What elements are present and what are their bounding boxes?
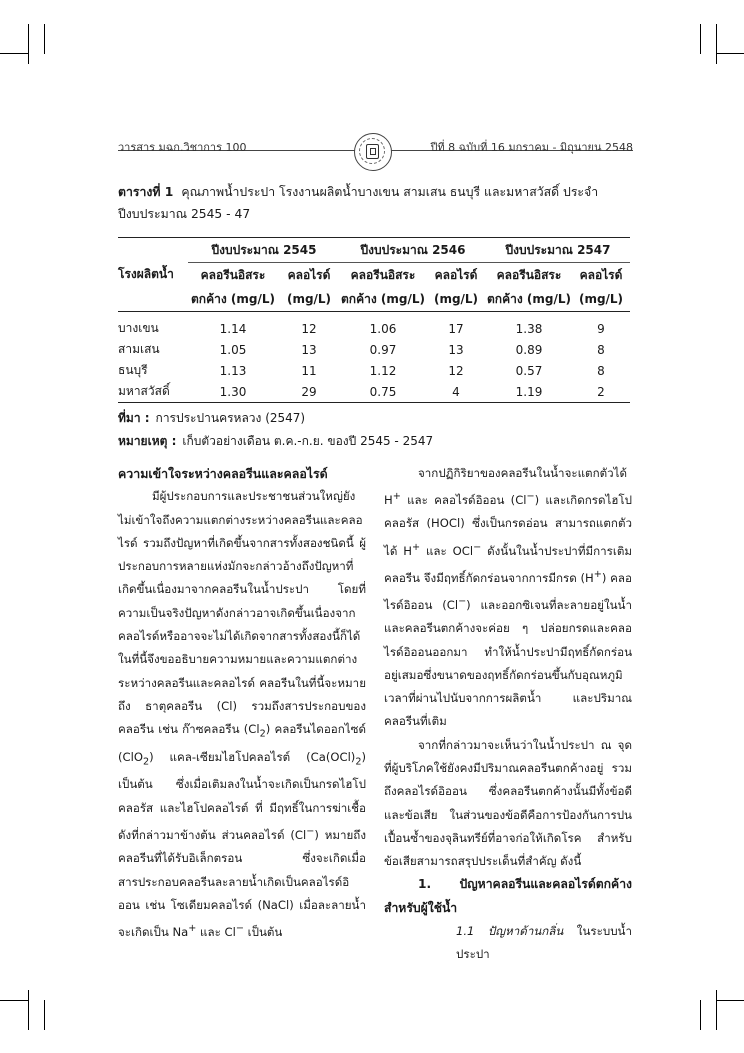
crop-mark [716,990,717,1030]
crop-mark [0,53,28,54]
table-cell: 0.57 [515,363,543,378]
table-cell: 1.06 [369,321,397,336]
subheader-chloride: คลอไรด์ [579,267,623,282]
table-cell: 0.89 [515,342,543,357]
subheader-chlorine: คลอรีนอิสระ [496,267,562,282]
source-text: การประปานครหลวง (2547) [155,411,306,425]
subheader-chlorine: คลอรีนอิสระ [350,267,416,282]
table-cell: 8 [597,363,605,378]
table-note [118,432,433,451]
table-row-header: โรงผลิตน้ำ [118,238,188,312]
subheader-unit: ตกค้าง (mg/L) [191,291,275,306]
table-row [118,360,630,381]
header-issue-info: ปีที่ 8 ฉบับที่ 16 มกราคม - มิถุนายน 2548 [430,141,633,154]
subheader-chloride: คลอไรด์ [287,267,331,282]
subsubsection-title: 1.1 ปัญหาด้านกลิ่น [456,924,564,939]
table-cell: 11 [301,363,317,378]
year-header-2547: ปีงบประมาณ 2547 [486,238,630,263]
crop-mark [28,24,29,64]
plant-name: บางเขน [118,321,159,335]
subsubsection-line: 1.1 ปัญหาด้านกลิ่น ในระบบน้ำประปา [456,924,632,962]
table-cell: 1.05 [219,342,247,357]
source-label: ที่มา : [118,411,150,425]
table-cell: 1.19 [515,384,543,399]
body-paragraph: จากที่กล่าวมาจะเห็นว่าในน้ำประปา ณ จุดที่ผู้บริโภคใช้ยังคงมีปริมาณคลอรีนตกค้างอยู่ รวมถึงคลอไรด์อิออน ซึ่งคลอรีนตกค้างนั้นมีทั้งข้อดีและข้อเสีย ในส่วนของข้อดีคือการป้องกันการปนเปื้อนซ้ำของจุลินทรีย์ที่อาจก่อให้เกิดโรค สำหรับข้อเสียสามารถสรุปประเด็นที่สำคัญ ดังนี้ [384,737,632,869]
subheader-chloride: คลอไรด์ [434,267,478,282]
body-paragraph: จากปฏิกิริยาของคลอรีนในน้ำจะแตกตัวได้ H+ และ คลอไรด์อิออน (Cl−) และเกิดกรดไฮโปคลอรัส (HOCl) ซึ่งเป็นกรดอ่อน สามารถแตกตัวได้ H+ และ OCl− ดังนั้นในน้ำประปาที่มีการเติมคลอรีน จึงมีฤทธิ์กัดกร่อนจากการมีกรด (H+) คลอไรด์อิออน (Cl−) และออกซิเจนที่ละลายอยู่ในน้ำ และคลอรีนตกค้างจะค่อย ๆ ปล่อยกรดและคลอไรด์อิออนออกมา ทำให้น้ำประปามีฤทธิ์กัดกร่อนอยู่เสมอซึ่งขนาดของฤทธิ์กัดกร่อนขึ้นกับอุณหภูมิ เวลาที่ผ่านไปนับจากการผลิตน้ำ และปริมาณคลอรีนที่เติม [384,466,632,729]
subheader-unit: ตกค้าง (mg/L) [487,291,571,306]
table-cell: 12 [448,363,464,378]
table-cell: 13 [301,342,317,357]
left-column [118,462,366,944]
crop-mark [700,24,701,54]
crop-mark [716,53,744,54]
table-cell: 9 [597,321,605,336]
table-cell: 12 [301,321,317,336]
table-cell: 8 [597,342,605,357]
subheader-chlorine: คลอรีนอิสระ [200,267,266,282]
crop-mark [716,1000,744,1001]
plant-name: มหาสวัสดิ์ [118,384,170,398]
table-cell: 0.97 [369,342,397,357]
water-quality-table [118,237,630,403]
plant-name: ธนบุรี [118,363,148,377]
header-journal-title: วารสาร มฉก.วิชาการ 100 [118,141,247,154]
table-caption [118,181,638,225]
table-cell: 1.12 [369,363,397,378]
subheader-unit: (mg/L) [433,292,479,306]
crop-mark [44,24,45,54]
table-cell: 1.38 [515,321,543,336]
plant-name: สามเสน [118,342,160,356]
table-caption-text: คุณภาพน้ำประปา โรงงานผลิตน้ำบางเขน สามเสน ธนบุรี และมหาสวัสดิ์ ประจำปีงบประมาณ 2545 - 47 [118,185,599,221]
note-label: หมายเหตุ : [118,434,177,448]
table-row [118,381,630,403]
crop-mark [716,24,717,64]
table-cell: 1.30 [219,384,247,399]
crop-mark [44,1000,45,1030]
crop-mark [28,990,29,1030]
year-header-2546: ปีงบประมาณ 2546 [340,238,486,263]
table-cell: 2 [597,384,605,399]
subheader-unit: (mg/L) [286,292,332,306]
section-heading: ความเข้าใจระหว่างคลอรีนและคลอไรด์ [118,466,328,481]
crop-mark [0,1000,28,1001]
table-cell: 13 [448,342,464,357]
table-row [118,318,630,339]
table-row [118,339,630,360]
right-column [384,462,632,967]
subsection-heading: 1. ปัญหาคลอรีนและคลอไรด์ตกค้างสำหรับผู้ใช้น้ำ [384,877,632,915]
note-text: เก็บตัวอย่างเดือน ต.ค.-ก.ย. ของปี 2545 - 2547 [182,434,434,448]
subheader-unit: ตกค้าง (mg/L) [341,291,425,306]
table-cell: 1.14 [219,321,247,336]
body-paragraph: มีผู้ประกอบการและประชาชนส่วนใหญ่ยังไม่เข้าใจถึงความแตกต่างระหว่างคลอรีนและคลอไรด์ รวมถึงปัญหาที่เกิดขึ้นจากสารทั้งสองชนิดนี้ ผู้ประกอบการหลายแห่งมักจะกล่าวอ้างถึงปัญหาที่เกิดขึ้นเนื่องมาจากคลอรีนในน้ำประปา โดยที่ความเป็นจริงปัญหาดังกล่าวอาจเกิดขึ้นเนื่องจากคลอไรด์หรืออาจจะไม่ได้เกิดจากสารทั้งสองนี้ก็ได้ ในที่นี้จึงขออธิบายความหมายและความแตกต่างระหว่างคลอรีนและคลอไรด์ คลอรีนในที่นี้จะหมายถึง ธาตุคลอรีน (Cl) รวมถึงสารประกอบของคลอรีน เช่น ก๊าซคลอรีน $(Cl_2)$ คลอรีนไดออกไซด์ (ClO$_2$) แคล-เซียมไฮโปคลอไรต์ $(Ca(OCl)_2)$ เป็นต้น ซึ่งเมื่อเติมลงในน้ำจะเกิดเป็นกรดไฮโปคลอรัส และไฮโปคลอไรต์ ที่ มีฤทธิ์ในการฆ่าเชื้อดังที่กล่าวมาข้างต้น ส่วนคลอไรด์ (Cl−) หมายถึงคลอรีนที่ได้รับอิเล็กตรอน ซึ่งจะเกิดเมื่อสารประกอบคลอรีนละลายน้ำเกิดเป็นคลอไรด์อิออน เช่น โซเดียมคลอไรด์ (NaCl) เมื่อละลายน้ำจะเกิดเป็น Na+ และ Cl− เป็นต้น [118,489,366,939]
table-cell: 4 [452,384,460,399]
year-header-2545: ปีงบประมาณ 2545 [188,238,340,263]
university-seal-icon [354,133,392,171]
table-cell: 1.13 [219,363,247,378]
crop-mark [700,1000,701,1030]
table-cell: 0.75 [369,384,397,399]
subheader-unit: (mg/L) [578,292,624,306]
table-cell: 17 [448,321,464,336]
table-source [118,409,305,428]
table-caption-label: ตารางที่ 1 [118,185,174,199]
table-cell: 29 [301,384,317,399]
